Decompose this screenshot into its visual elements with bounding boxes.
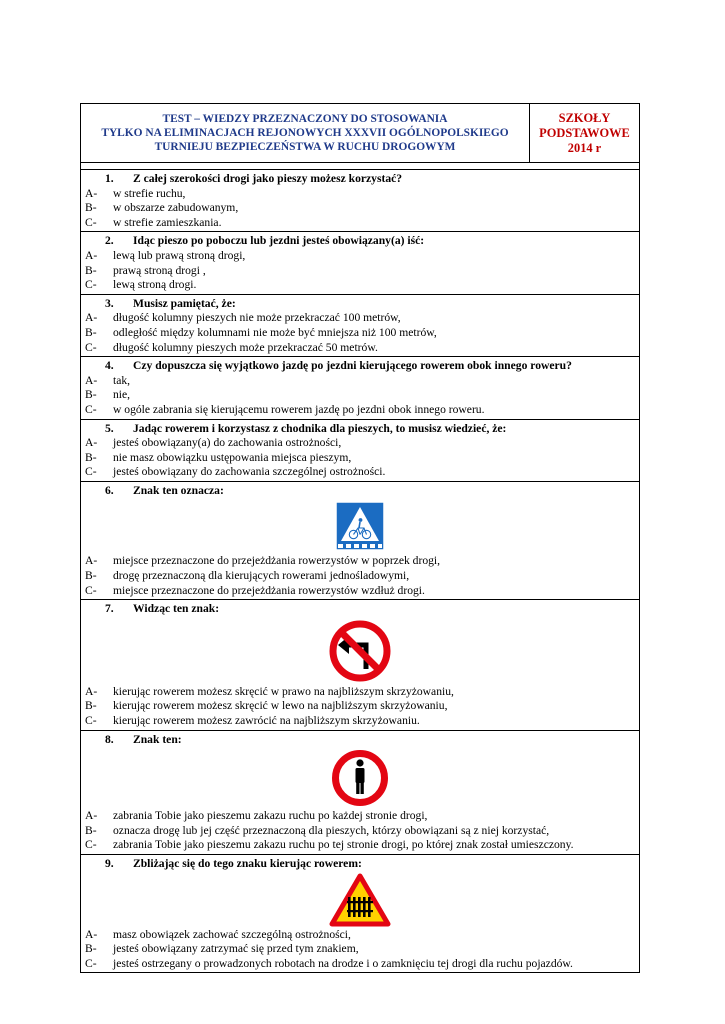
answer-text: w ogóle zabrania się kierującemu rowerem jazdę po jezdni obok innego roweru. bbox=[113, 402, 485, 416]
answer-option[interactable] bbox=[81, 311, 639, 326]
question-number: 6. bbox=[105, 483, 114, 497]
answer-option[interactable] bbox=[81, 928, 639, 943]
question-8 bbox=[80, 731, 640, 855]
answer-label: C- bbox=[85, 340, 97, 354]
answer-text: kierując rowerem możesz skręcić w lewo na najbliższym skrzyżowaniu, bbox=[113, 699, 448, 713]
question-text: Widząc ten znak: bbox=[133, 602, 220, 616]
answer-label: B- bbox=[85, 823, 97, 837]
answer-text: kierując rowerem możesz zawrócić na najbliższym skrzyżowaniu. bbox=[113, 714, 420, 728]
answer-text: drogę przeznaczoną dla kierujących rowerami jednośladowymi, bbox=[113, 569, 410, 583]
answer-label: A- bbox=[85, 248, 98, 262]
answer-text: miejsce przeznaczone do przejeżdżania rowerzystów wzdłuż drogi. bbox=[113, 583, 425, 597]
answer-option[interactable] bbox=[81, 264, 639, 279]
answer-label: A- bbox=[85, 554, 98, 568]
question-2 bbox=[80, 232, 640, 294]
no-pedestrians-sign-icon bbox=[330, 748, 390, 808]
question-9 bbox=[80, 855, 640, 973]
title-line: TYLKO NA ELIMINACJACH REJONOWYCH XXXVII OGÓLNOPOLSKIEGO bbox=[101, 127, 509, 139]
answer-text: długość kolumny pieszych może przekraczać 50 metrów. bbox=[113, 340, 378, 354]
title-line: TURNIEJU BEZPIECZEŃSTWA W RUCHU DROGOWYM bbox=[154, 141, 456, 153]
test-header bbox=[80, 103, 640, 163]
answer-option[interactable] bbox=[81, 685, 639, 700]
answer-label: C- bbox=[85, 215, 97, 229]
school-level: SZKOŁY bbox=[558, 110, 611, 125]
question-number: 4. bbox=[105, 359, 114, 373]
answer-label: A- bbox=[85, 684, 98, 698]
answer-label: A- bbox=[85, 809, 98, 823]
answer-label: C- bbox=[85, 465, 97, 479]
answer-label: C- bbox=[85, 956, 97, 970]
question-4 bbox=[80, 357, 640, 419]
school-level-box bbox=[530, 104, 640, 163]
answer-option[interactable] bbox=[81, 554, 639, 569]
answer-text: zabrania Tobie jako pieszemu zakazu ruchu po każdej stronie drogi, bbox=[113, 809, 428, 823]
answer-text: nie masz obowiązku ustępowania miejsca pieszym, bbox=[113, 450, 352, 464]
answer-option[interactable] bbox=[81, 341, 639, 356]
answer-text: prawą stroną drogi , bbox=[113, 263, 206, 277]
answer-text: oznacza drogę lub jej część przeznaczoną dla pieszych, którzy obowiązani są z niej korzystać, bbox=[113, 823, 550, 837]
answer-label: B- bbox=[85, 942, 97, 956]
answer-option[interactable] bbox=[81, 465, 639, 480]
question-text: Jadąc rowerem i korzystasz z chodnika dla pieszych, to musisz wiedzieć, że: bbox=[133, 421, 507, 435]
question-number: 7. bbox=[105, 602, 114, 616]
answer-text: jesteś obowiązany(a) do zachowania ostrożności, bbox=[113, 436, 342, 450]
answer-option[interactable] bbox=[81, 942, 639, 957]
answer-label: C- bbox=[85, 714, 97, 728]
answer-text: w strefie zamieszkania. bbox=[113, 215, 222, 229]
answer-option[interactable] bbox=[81, 824, 639, 839]
answer-text: jesteś ostrzegany o prowadzonych robotach na drodze i o zamknięciu tej drogi dla ruchu pojazdów. bbox=[113, 956, 573, 970]
answer-option[interactable] bbox=[81, 374, 639, 389]
no-left-turn-sign-icon bbox=[328, 619, 392, 683]
answer-text: odległość między kolumnami nie może być mniejsza niż 100 metrów, bbox=[113, 325, 437, 339]
answer-label: B- bbox=[85, 201, 97, 215]
school-level: PODSTAWOWE bbox=[539, 125, 630, 140]
question-text: Zbliżając się do tego znaku kierując rowerem: bbox=[133, 857, 362, 870]
answer-option[interactable] bbox=[81, 436, 639, 451]
answer-label: B- bbox=[85, 388, 97, 402]
answer-text: miejsce przeznaczone do przejeżdżania rowerzystów w poprzek drogi, bbox=[113, 554, 441, 568]
answer-text: lewą stroną drogi. bbox=[113, 278, 197, 292]
answer-label: A- bbox=[85, 436, 98, 450]
question-text: Znak ten: bbox=[133, 732, 182, 746]
answer-label: B- bbox=[85, 325, 97, 339]
answer-text: tak, bbox=[113, 373, 131, 387]
answer-label: B- bbox=[85, 699, 97, 713]
bicycle-crossing-sign-icon bbox=[335, 501, 385, 551]
question-number: 8. bbox=[105, 732, 114, 746]
test-year: 2014 r bbox=[567, 140, 602, 155]
answer-option[interactable] bbox=[81, 957, 639, 972]
answer-text: długość kolumny pieszych nie może przekraczać 100 metrów, bbox=[113, 311, 401, 325]
answer-text: kierując rowerem możesz skręcić w prawo na najbliższym skrzyżowaniu, bbox=[113, 684, 454, 698]
answer-text: lewą lub prawą stroną drogi, bbox=[113, 248, 246, 262]
answer-text: zabrania Tobie jako pieszemu zakazu ruchu po tej stronie drogi, po której znak został umieszczony. bbox=[113, 838, 574, 852]
answer-option[interactable] bbox=[81, 388, 639, 403]
answer-option[interactable] bbox=[81, 714, 639, 729]
answer-text: nie, bbox=[113, 388, 131, 402]
answer-label: A- bbox=[85, 311, 98, 325]
answer-label: C- bbox=[85, 838, 97, 852]
answer-text: jesteś obowiązany do zachowania szczególnej ostrożności. bbox=[113, 465, 386, 479]
answer-option[interactable] bbox=[81, 201, 639, 216]
answer-text: jesteś obowiązany zatrzymać się przed tym znakiem, bbox=[113, 942, 359, 956]
answer-text: w strefie ruchu, bbox=[113, 186, 186, 200]
answer-option[interactable] bbox=[81, 584, 639, 599]
answer-label: C- bbox=[85, 278, 97, 292]
answer-option[interactable] bbox=[81, 838, 639, 853]
answer-option[interactable] bbox=[81, 569, 639, 584]
question-number: 2. bbox=[105, 234, 114, 248]
question-text: Z całej szerokości drogi jako pieszy możesz korzystać? bbox=[133, 172, 403, 185]
answer-option[interactable] bbox=[81, 278, 639, 293]
question-number: 5. bbox=[105, 421, 114, 435]
question-6 bbox=[80, 482, 640, 600]
question-5 bbox=[80, 420, 640, 482]
question-text: Idąc pieszo po poboczu lub jezdni jesteś obowiązany(a) iść: bbox=[133, 234, 425, 248]
answer-label: C- bbox=[85, 583, 97, 597]
question-text: Musisz pamiętać, że: bbox=[133, 296, 236, 310]
answer-option[interactable] bbox=[81, 809, 639, 824]
test-title bbox=[81, 104, 530, 163]
test-sheet bbox=[80, 103, 640, 973]
question-3 bbox=[80, 295, 640, 357]
question-number: 3. bbox=[105, 296, 114, 310]
answer-option[interactable] bbox=[81, 326, 639, 341]
answer-label: B- bbox=[85, 450, 97, 464]
answer-label: C- bbox=[85, 402, 97, 416]
answer-option[interactable] bbox=[81, 451, 639, 466]
answer-label: A- bbox=[85, 373, 98, 387]
answer-option[interactable] bbox=[81, 216, 639, 231]
answer-label: A- bbox=[85, 186, 98, 200]
question-number: 9. bbox=[105, 857, 114, 870]
question-text: Czy dopuszcza się wyjątkowo jazdę po jezdni kierującego rowerem obok innego roweru? bbox=[133, 359, 572, 373]
answer-text: masz obowiązek zachować szczególną ostrożności, bbox=[113, 927, 351, 941]
question-number: 1. bbox=[105, 172, 114, 185]
answer-text: w obszarze zabudowanym, bbox=[113, 201, 239, 215]
answer-label: B- bbox=[85, 569, 97, 583]
answer-option[interactable] bbox=[81, 403, 639, 418]
question-text: Znak ten oznacza: bbox=[133, 483, 224, 497]
answer-label: B- bbox=[85, 263, 97, 277]
answer-option[interactable] bbox=[81, 187, 639, 202]
question-1 bbox=[80, 169, 640, 232]
answer-label: A- bbox=[85, 927, 98, 941]
question-7 bbox=[80, 600, 640, 730]
railway-crossing-with-barriers-sign-icon bbox=[329, 873, 391, 927]
answer-option[interactable] bbox=[81, 249, 639, 264]
title-line: TEST – WIEDZY PRZEZNACZONY DO STOSOWANIA bbox=[162, 113, 448, 125]
answer-option[interactable] bbox=[81, 699, 639, 714]
